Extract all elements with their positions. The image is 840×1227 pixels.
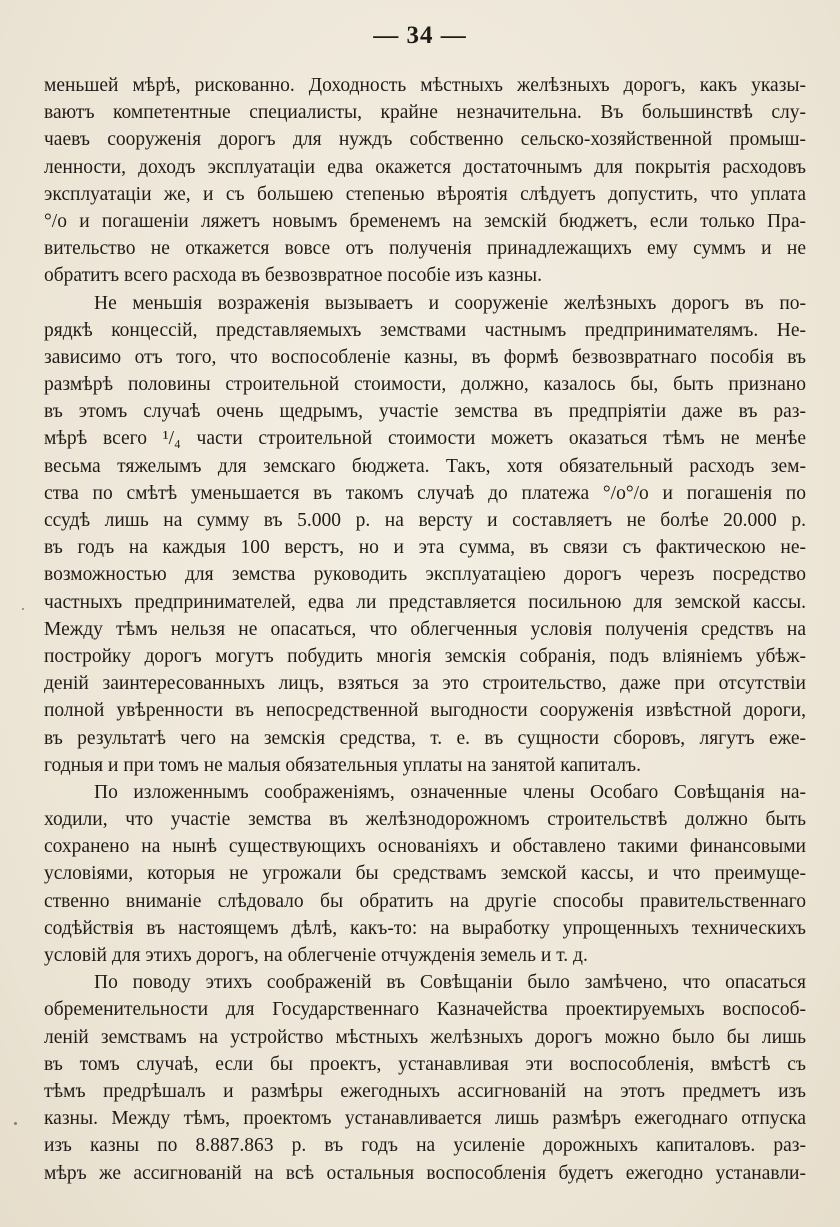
text-line: сохранено на нынѣ существующихъ основаніяхъ и обставлено такими финансовыми xyxy=(44,836,806,858)
text-line: зависимо отъ того, что воспособленіе казны, въ формѣ безвозвратнаго пособія въ xyxy=(44,346,806,368)
text-line: въ результатѣ чего на земскія средства, т. е. въ сущности сборовъ, лягутъ еже- xyxy=(44,727,806,749)
text-line: условій для этихъ дорогъ, на облегченіе отчужденія земель и т. д. xyxy=(44,945,588,966)
text-line: Между тѣмъ нельзя не опасаться, что облегченныя условія полученія средствъ на xyxy=(44,618,806,640)
paper-speck xyxy=(14,1122,17,1125)
text-line: ссудѣ лишь на сумму въ 5.000 р. на версту и составляетъ не болѣе 20.000 р. xyxy=(44,510,806,531)
text-line: ленности, доходъ эксплуатаціи едва окажется достаточнымъ для покрытія расходовъ xyxy=(44,156,806,178)
text-line: вительство не откажется вовсе отъ полученія принадлежащихъ ему суммъ и не xyxy=(44,238,806,260)
text-line: постройку дорогъ могутъ побудить многія земскія собранія, подъ вліяніемъ убѣж- xyxy=(44,645,806,667)
text-line: рядкѣ концессій, представляемыхъ земствами частнымъ предпринимателямъ. Не- xyxy=(44,319,806,341)
text-line: Не меньшія возраженія вызываетъ и сооруженіе желѣзныхъ дорогъ въ по- xyxy=(94,292,806,314)
text-line: деній заинтересованныхъ лицъ, взяться за это строительство, даже при отсутствіи xyxy=(44,673,806,695)
text-line: меньшей мѣрѣ, рискованно. Доходность мѣстныхъ желѣзныхъ дорогъ, какъ указы- xyxy=(44,75,806,96)
text-line: эксплуатаціи же, и съ большею степенью вѣроятія слѣдуетъ допустить, что уплата xyxy=(44,183,806,205)
paper-speck xyxy=(22,608,24,610)
text-line: возможностью для земства руководить эксплуатаціею дорогъ черезъ посредство xyxy=(44,564,806,586)
text-line: частныхъ предпринимателей, едва ли представляется посильною для земской кассы. xyxy=(44,591,806,613)
text-line: условіями, которыя не угрожали бы средствамъ земской кассы, и что преимуще- xyxy=(44,863,806,885)
text-line: полной увѣренности въ непосредственной выгодности сооруженія извѣстной дороги, xyxy=(44,700,806,722)
text-line: годныя и при томъ не малыя обязательныя уплаты на занятой капиталъ. xyxy=(44,754,641,776)
page-number: — 34 — xyxy=(373,22,467,49)
text-line: весьма тяжелымъ для земскаго бюджета. Такъ, хотя обязательный расходъ зем- xyxy=(44,455,806,477)
text-line: чаевъ сооруженія дорогъ для нуждъ собственно сельско-хозяйственной промыш- xyxy=(44,129,806,151)
text-line: въ годъ на каждыя 100 верстъ, но и эта сумма, въ связи съ фактическою не- xyxy=(44,537,806,559)
text-line: изъ казны по 8.887.863 р. въ годъ на усиленіе дорожныхъ капиталовъ. раз- xyxy=(44,1135,806,1157)
text-line: обратитъ всего расхода въ безвозвратное пособіе изъ казны. xyxy=(44,265,542,287)
text-line: ходили, что участіе земства въ желѣзнодорожномъ строительствѣ должно быть xyxy=(44,809,806,831)
text-line: ственно вниманіе слѣдовало бы обратить на другіе способы правительственнаго xyxy=(44,890,806,912)
text-line: тѣмъ предрѣшалъ и размѣры ежегодныхъ ассигнованій на этотъ предметъ изъ xyxy=(44,1080,806,1102)
text-line: казны. Между тѣмъ, проектомъ устанавливается лишь размѣръ ежегоднаго отпуска xyxy=(44,1108,806,1130)
text-line: мѣрѣ всего ¹/₄ части строительной стоимости можетъ оказаться тѣмъ не менѣе xyxy=(44,428,806,450)
text-line: размѣрѣ половины строительной стоимости, должно, казалось бы, быть признано xyxy=(44,374,806,396)
text-line: въ томъ случаѣ, если бы проектъ, устанавливая эти воспособленія, вмѣстѣ съ xyxy=(44,1053,806,1075)
text-line: леній земствамъ на устройство мѣстныхъ желѣзныхъ дорогъ можно было бы лишь xyxy=(44,1026,806,1048)
text-line: °/о и погашеніи ляжетъ новымъ бременемъ на земскій бюджетъ, если только Пра- xyxy=(44,210,806,232)
text-line: ваютъ компетентные специалисты, крайне незначительна. Въ большинствѣ слу- xyxy=(44,102,806,124)
document-body xyxy=(44,72,806,1187)
text-line: мѣръ же ассигнованій на всѣ остальныя воспособленія будетъ ежегодно устанавли- xyxy=(44,1162,806,1184)
text-line: обременительности для Государственнаго Казначейства проектируемыхъ воспособ- xyxy=(44,999,806,1021)
text-line: По поводу этихъ соображеній въ Совѣщаніи было замѣчено, что опасаться xyxy=(94,972,806,994)
text-line: въ этомъ случаѣ очень щедрымъ, участіе земства въ предпріятіи даже въ раз- xyxy=(44,401,806,423)
text-line: ства по смѣтѣ уменьшается въ такомъ случаѣ до платежа °/о°/о и погашенія по xyxy=(44,482,806,504)
text-line: По изложеннымъ соображеніямъ, означенные члены Особаго Совѣщанія на- xyxy=(94,781,806,803)
text-line: содѣйствія въ настоящемъ дѣлѣ, какъ-то: на выработку упрощенныхъ техническихъ xyxy=(44,917,806,939)
